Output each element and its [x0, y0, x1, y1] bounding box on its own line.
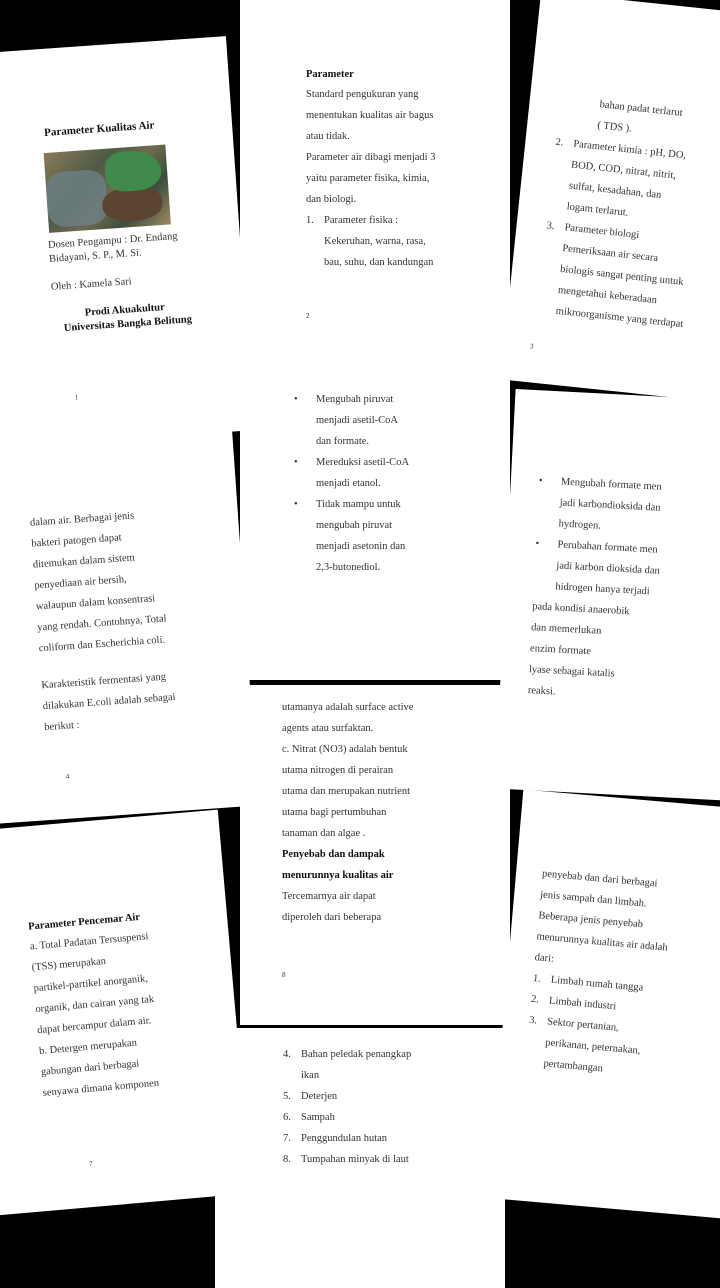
page-1 [0, 36, 253, 449]
text-line: diperoleh dari beberapa [282, 912, 382, 923]
section-heading: menurunnya kualitas air [282, 870, 394, 881]
causes-list [525, 863, 703, 1086]
list-item [283, 1149, 443, 1170]
text-line: yaitu parameter fisika, kimia, [306, 173, 430, 184]
text-line: penyediaan air bersih, [34, 574, 128, 592]
list-number: 7. [283, 1133, 291, 1144]
text-line: hydrogen. [558, 518, 602, 532]
list-number: 1. [306, 215, 314, 226]
text-line: utama nitrogen di perairan [282, 765, 394, 776]
bacteria-text [29, 503, 186, 738]
text-line: biologis sangat penting untuk [559, 263, 685, 288]
parameter-text [306, 84, 446, 273]
list-item [294, 452, 436, 473]
text-line: Pemeriksaan air secara [561, 243, 659, 265]
bullet-icon: • [535, 538, 540, 550]
list-number: 4. [283, 1049, 291, 1060]
text-line: tanaman dan algae . [282, 828, 366, 839]
bullet-icon: • [294, 499, 298, 510]
page-number: 7 [88, 1159, 93, 1169]
text-line: logam terlarut. [566, 201, 629, 219]
list-item [283, 1128, 443, 1149]
text-line: utama bagi pertumbuhan [282, 807, 387, 818]
author-line: Oleh : Kamela Sari [50, 276, 132, 293]
text-line: lyase sebagai katalis [528, 664, 615, 680]
university: Universitas Bangka Belitung [63, 314, 193, 335]
list-text: Tumpahan minyak di laut [301, 1154, 409, 1165]
text-line: dari: [534, 952, 555, 965]
bullet-icon: • [538, 475, 543, 487]
text-line: yang rendah. Contohnya, Total [36, 613, 167, 634]
text-line: menjadi etanol. [316, 478, 381, 489]
text-line: bakteri patogen dapat [31, 532, 123, 550]
text-line: dan formate. [316, 436, 370, 447]
text-line: jadi karbon dioksida dan [556, 560, 661, 577]
page-6 [495, 389, 720, 801]
text-line: bau, suhu, dan kandungan [324, 257, 434, 268]
list-text: Limbah rumah tangga [550, 974, 644, 994]
text-line: a. Total Padatan Tersuspensi [29, 931, 149, 953]
text-line: 2,3-butonediol. [316, 562, 381, 573]
list-label: Parameter fisika : [324, 215, 399, 226]
bullet-icon: • [294, 457, 298, 468]
text-line: menentukan kualitas air bagus [306, 110, 434, 121]
page-number: 3 [529, 342, 534, 351]
list-item [283, 1044, 443, 1065]
list-text: Deterjen [301, 1091, 338, 1102]
list-number: 6. [283, 1112, 291, 1123]
text-line: sulfat, kesadahan, dan [568, 180, 662, 202]
text-line: menjadi asetil-CoA [316, 415, 398, 426]
text-line: ikan [301, 1070, 320, 1081]
text-line: coliform dan Escherichia coli. [38, 634, 166, 655]
text-line: mikroorganisme yang terdapat [555, 305, 684, 331]
page-2 [240, 0, 510, 390]
list-number: 8. [283, 1154, 291, 1165]
page-8 [240, 685, 510, 1025]
formate-list [527, 470, 679, 708]
list-text: Sektor pertanian, [546, 1016, 620, 1034]
text-line: Standard pengukuran yang [306, 89, 419, 100]
text-line: pertambangan [543, 1058, 604, 1075]
page-3 [500, 0, 720, 409]
water-sample-photo [44, 145, 171, 233]
text-line: Kekeruhan, warna, rasa, [324, 236, 426, 247]
text-line: utamanya adalah surface active [282, 702, 414, 713]
list-item [294, 494, 436, 515]
list-item [294, 389, 436, 410]
text-line: organik, dan cairan yang tak [35, 993, 155, 1016]
text-line: penyebab dan dari berbagai [541, 868, 658, 890]
fermentation-list [294, 389, 436, 578]
text-line: reaksi. [527, 685, 556, 698]
page-title: Parameter Pencemar Air [27, 911, 141, 933]
list-text: Sampah [301, 1112, 335, 1123]
list-text: Mengubah piruvat [316, 394, 394, 405]
text-line: Beberapa jenis penyebab [537, 910, 644, 931]
text-line: atau tidak. [306, 131, 350, 142]
list-text: Parameter kimia : pH, DO, [572, 138, 687, 162]
text-line: dan biologi. [306, 194, 357, 205]
text-line: walaupun dalam konsentrasi [35, 593, 156, 613]
page-10 [215, 1028, 505, 1288]
text-line: jenis sampah dan limbah. [539, 889, 648, 910]
text-line: hidrogen hanya terjadi [555, 581, 650, 598]
list-text: Parameter biologi [564, 222, 640, 241]
text-line: BOD, COD, nitrat, nitrit, [570, 159, 677, 182]
text-line: berikut : [43, 719, 80, 734]
text-line: agents atau surfaktan. [282, 723, 374, 734]
list-text: Mengubah formate men [560, 476, 662, 493]
page-number: 4 [65, 772, 70, 781]
page-9 [488, 789, 720, 1220]
text-line: Tercemarnya air dapat [282, 891, 376, 902]
text-line: perikanan, peternakan, [544, 1037, 641, 1057]
text-line: dalam air. Berbagai jenis [29, 510, 135, 529]
text-line: pada kondisi anaerobik [531, 601, 630, 618]
pollutant-text [29, 923, 193, 1103]
parameter-list [537, 90, 720, 338]
list-number: 5. [283, 1091, 291, 1102]
text-line: enzim formate [529, 643, 592, 658]
section-heading: Parameter [306, 69, 354, 80]
text-line: bahan padat terlarut [599, 99, 684, 119]
text-line: menurunnya kualitas air adalah [536, 931, 669, 954]
page-5 [240, 375, 510, 680]
text-line: gabungan dari berbagai [40, 1058, 140, 1079]
text-line: utama dan merupakan nutrient [282, 786, 410, 797]
list-number: 2. [554, 136, 564, 149]
text-line: jadi karbondioksida dan [559, 497, 661, 514]
text-line: menjadi asetonin dan [316, 541, 406, 552]
list-text: Perubahan formate men [557, 539, 658, 556]
text-line: b. Detergen merupakan [38, 1037, 138, 1058]
text-line: c. Nitrat (NO3) adalah bentuk [282, 744, 408, 755]
lecturer-line-1: Dosen Pengampu : Dr. Endang [47, 230, 178, 251]
study-program: Prodi Akuakultur [84, 302, 166, 319]
list-item [283, 1086, 443, 1107]
lecturer-line-2: Bidayani, S. P., M. Si. [48, 247, 142, 265]
causes-list-continued [283, 1044, 443, 1170]
text-line: ( TDS ). [596, 120, 633, 135]
list-text: Mereduksi asetil-CoA [316, 457, 410, 468]
text-line: partikel-partikel anorganik, [33, 973, 149, 995]
page-title: Parameter Kualitas Air [43, 119, 155, 139]
list-number: 1. [532, 973, 542, 985]
bullet-icon: • [294, 394, 298, 405]
page-number: 2 [306, 312, 310, 320]
text-line: Parameter air dibagi menjadi 3 [306, 152, 436, 163]
list-number: 3. [528, 1014, 538, 1027]
text-line: dilakukan E.coli adalah sebagai [42, 691, 176, 713]
page-7 [0, 810, 251, 1216]
section-heading: Penyebab dan dampak [282, 849, 385, 860]
page-number: 1 [74, 393, 79, 402]
list-text: Bahan peledak penangkap [301, 1049, 412, 1060]
text-line: Karakteristik fermentasi yang [41, 671, 167, 692]
list-text: Penggundulan hutan [301, 1133, 388, 1144]
text-line: ditemukan dalam sistem [32, 552, 136, 571]
list-item [306, 210, 446, 231]
page-4 [0, 416, 258, 823]
text-line: mengetahui keberadaan [557, 284, 658, 307]
text-line: dan memerlukan [530, 622, 602, 637]
list-item [283, 1107, 443, 1128]
text-line: mengubah piruvat [316, 520, 393, 531]
list-text: Tidak mampu untuk [316, 499, 401, 510]
list-number: 3. [546, 220, 556, 233]
text-line: senyawa dimana komponen [42, 1077, 160, 1099]
text-line: (TSS) merupakan [31, 955, 107, 974]
text-line: dapat bercampur dalam air. [36, 1015, 152, 1037]
list-number: 2. [530, 993, 540, 1006]
list-text: Limbah industri [548, 995, 617, 1013]
nitrate-text [282, 697, 430, 928]
page-number: 8 [282, 971, 286, 979]
